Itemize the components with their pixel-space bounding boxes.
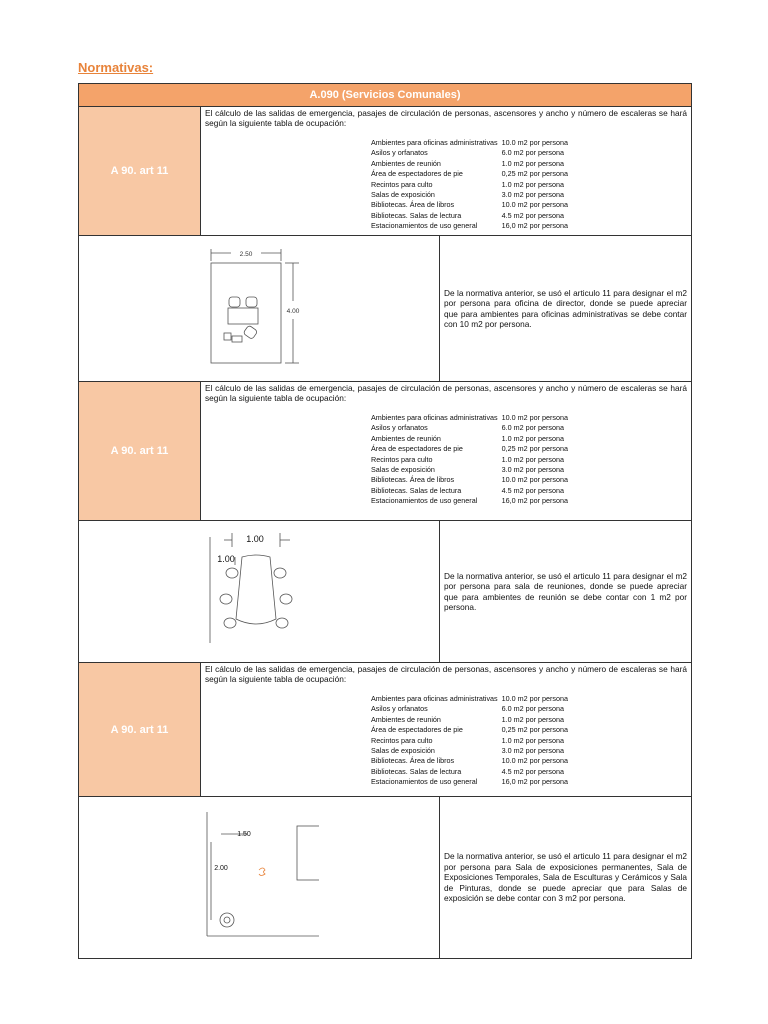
occupancy-table [371, 138, 568, 232]
occupancy-space-type: Bibliotecas. Área de libros [371, 756, 455, 766]
occupancy-ratio: 10.0 m2 por persona [501, 413, 568, 422]
occupancy-row [371, 496, 568, 506]
occupancy-ratio: 1.0 m2 por persona [501, 454, 564, 464]
occupancy-ratio: 3.0 m2 por persona [501, 190, 564, 200]
occupancy-ratio: 6.0 m2 por persona [501, 148, 564, 158]
occupancy-space-type: Bibliotecas. Área de libros [371, 200, 455, 210]
occupancy-row [371, 159, 568, 169]
occupancy-space-type: Estacionamientos de uso general [371, 221, 478, 231]
occupancy-row [371, 746, 568, 756]
occupancy-ratio: 10.0 m2 por persona [501, 138, 568, 147]
occupancy-ratio: 10.0 m2 por persona [501, 694, 568, 703]
occupancy-space-type: Recintos para culto [371, 179, 433, 189]
drawing-description: De la normativa anterior, se usó el articulo 11 para designar el m2 por persona para oficina de director, donde se puede apreciar que para ambientes para oficinas administrativas se debe contar con 10 m2 por persona. [440, 236, 692, 382]
occupancy-ratio: 4.5 m2 por persona [501, 485, 564, 495]
occupancy-row [371, 444, 568, 454]
occupancy-row [371, 767, 568, 777]
dimension-label-depth: 1.00 [217, 554, 235, 564]
occupancy-space-type: Asilos y orfanatos [371, 148, 428, 158]
occupancy-row [371, 486, 568, 496]
occupancy-row [371, 200, 568, 210]
occupancy-space-type: Salas de exposición [371, 190, 435, 200]
dimension-label-width: 2.50 [239, 251, 253, 258]
dimension-label-height: 4.00 [286, 308, 300, 315]
occupancy-space-type: Área de espectadores de pie [371, 169, 463, 179]
occupancy-row [371, 434, 568, 444]
occupancy-ratio: 10.0 m2 por persona [501, 200, 568, 210]
drawing-description: De la normativa anterior, se usó el articulo 11 para designar el m2 por persona para sala de reuniones, donde se puede apreciar que para ambientes de reunión se debe contar con 1 m2 por persona. [440, 521, 692, 663]
occupancy-space-type: Bibliotecas. Salas de lectura [371, 485, 462, 495]
occupancy-space-type: Ambientes de reunión [371, 433, 441, 443]
occupancy-ratio: 0,25 m2 por persona [501, 725, 568, 735]
occupancy-table [371, 413, 568, 507]
drawing-cell [79, 521, 440, 663]
occupancy-ratio: 0,25 m2 por persona [501, 169, 568, 179]
occupancy-row [371, 169, 568, 179]
drawing-description: De la normativa anterior, se usó el articulo 11 para designar el m2 por persona para Sala de exposiciones permanentes, Sala de Exposiciones Temporales, Sala de Esculturas y Cerámicos y Sala de Pinturas, donde se puede apreciar que para Salas de exposición se debe contar con 3 m2 por persona. [440, 797, 692, 959]
occupancy-space-type: Estacionamientos de uso general [371, 777, 478, 787]
occupancy-row [371, 756, 568, 766]
occupancy-space-type: Recintos para culto [371, 454, 433, 464]
regulation-intro: El cálculo de las salidas de emergencia, pasajes de circulación de personas, ascensores y ancho y número de escaleras se hará según la siguiente tabla de ocupación: [205, 664, 687, 684]
occupancy-space-type: Bibliotecas. Salas de lectura [371, 210, 462, 220]
occupancy-ratio: 1.0 m2 por persona [501, 179, 564, 189]
dimension-label-width: 1.50 [237, 831, 251, 838]
occupancy-space-type: Área de espectadores de pie [371, 444, 463, 454]
occupancy-row [371, 455, 568, 465]
occupancy-ratio: 10.0 m2 por persona [501, 756, 568, 766]
occupancy-ratio: 3.0 m2 por persona [501, 465, 564, 475]
occupancy-ratio: 6.0 m2 por persona [501, 704, 564, 714]
occupancy-space-type: Recintos para culto [371, 735, 433, 745]
occupancy-space-type: Bibliotecas. Área de libros [371, 475, 455, 485]
meeting-room-drawing [204, 529, 314, 649]
occupancy-row [371, 475, 568, 485]
occupancy-row [371, 777, 568, 787]
occupancy-space-type: Bibliotecas. Salas de lectura [371, 766, 462, 776]
occupancy-ratio: 4.5 m2 por persona [501, 210, 564, 220]
occupancy-row [371, 736, 568, 746]
occupancy-table [371, 694, 568, 788]
occupancy-row [371, 694, 568, 704]
occupancy-row [371, 211, 568, 221]
occupancy-space-type: Asilos y orfanatos [371, 423, 428, 433]
occupancy-space-type: Estacionamientos de uso general [371, 496, 478, 506]
normativas-table [78, 83, 692, 959]
occupancy-ratio: 1.0 m2 por persona [501, 433, 564, 443]
article-label: A 90. art 11 [79, 663, 201, 797]
occupancy-space-type: Área de espectadores de pie [371, 725, 463, 735]
occupancy-ratio: 1.0 m2 por persona [501, 735, 564, 745]
occupancy-ratio: 1.0 m2 por persona [501, 158, 564, 168]
occupancy-ratio: 0,25 m2 por persona [501, 444, 568, 454]
occupancy-space-type: Salas de exposición [371, 746, 435, 756]
exhibition-room-drawing [199, 808, 319, 942]
occupancy-ratio: 4.5 m2 por persona [501, 766, 564, 776]
occupancy-space-type: Ambientes para oficinas administrativas [371, 138, 498, 147]
occupancy-space-type: Ambientes de reunión [371, 158, 441, 168]
occupancy-ratio: 16,0 m2 por persona [501, 496, 568, 506]
occupancy-ratio: 16,0 m2 por persona [501, 221, 568, 231]
table-title: A.090 (Servicios Comunales) [79, 84, 692, 107]
occupancy-space-type: Ambientes para oficinas administrativas [371, 694, 498, 703]
occupancy-row [371, 190, 568, 200]
occupancy-row [371, 138, 568, 148]
occupancy-row [371, 221, 568, 231]
occupancy-row [371, 413, 568, 423]
occupancy-space-type: Asilos y orfanatos [371, 704, 428, 714]
occupancy-row [371, 180, 568, 190]
occupancy-row [371, 704, 568, 714]
occupancy-row [371, 465, 568, 475]
occupancy-row [371, 423, 568, 433]
drawing-cell [79, 236, 440, 382]
article-label: A 90. art 11 [79, 107, 201, 236]
regulation-cell [201, 663, 692, 797]
occupancy-ratio: 3.0 m2 por persona [501, 746, 564, 756]
drawing-cell [79, 797, 440, 959]
occupancy-ratio: 16,0 m2 por persona [501, 777, 568, 787]
regulation-intro: El cálculo de las salidas de emergencia, pasajes de circulación de personas, ascensores y ancho y número de escaleras se hará según la siguiente tabla de ocupación: [205, 108, 687, 128]
occupancy-ratio: 6.0 m2 por persona [501, 423, 564, 433]
occupancy-ratio: 1.0 m2 por persona [501, 714, 564, 724]
regulation-cell [201, 382, 692, 521]
dimension-label-depth: 2.00 [214, 865, 228, 872]
occupancy-row [371, 148, 568, 158]
page-heading: Normativas: [78, 60, 154, 75]
occupancy-row [371, 725, 568, 735]
article-label: A 90. art 11 [79, 382, 201, 521]
occupancy-space-type: Ambientes de reunión [371, 714, 441, 724]
occupancy-space-type: Salas de exposición [371, 465, 435, 475]
occupancy-space-type: Ambientes para oficinas administrativas [371, 413, 498, 422]
dimension-label-width: 1.00 [246, 534, 264, 544]
office-plan-drawing [199, 241, 319, 371]
regulation-cell [201, 107, 692, 236]
occupancy-ratio: 10.0 m2 por persona [501, 475, 568, 485]
occupancy-row [371, 715, 568, 725]
regulation-intro: El cálculo de las salidas de emergencia, pasajes de circulación de personas, ascensores y ancho y número de escaleras se hará según la siguiente tabla de ocupación: [205, 383, 687, 403]
